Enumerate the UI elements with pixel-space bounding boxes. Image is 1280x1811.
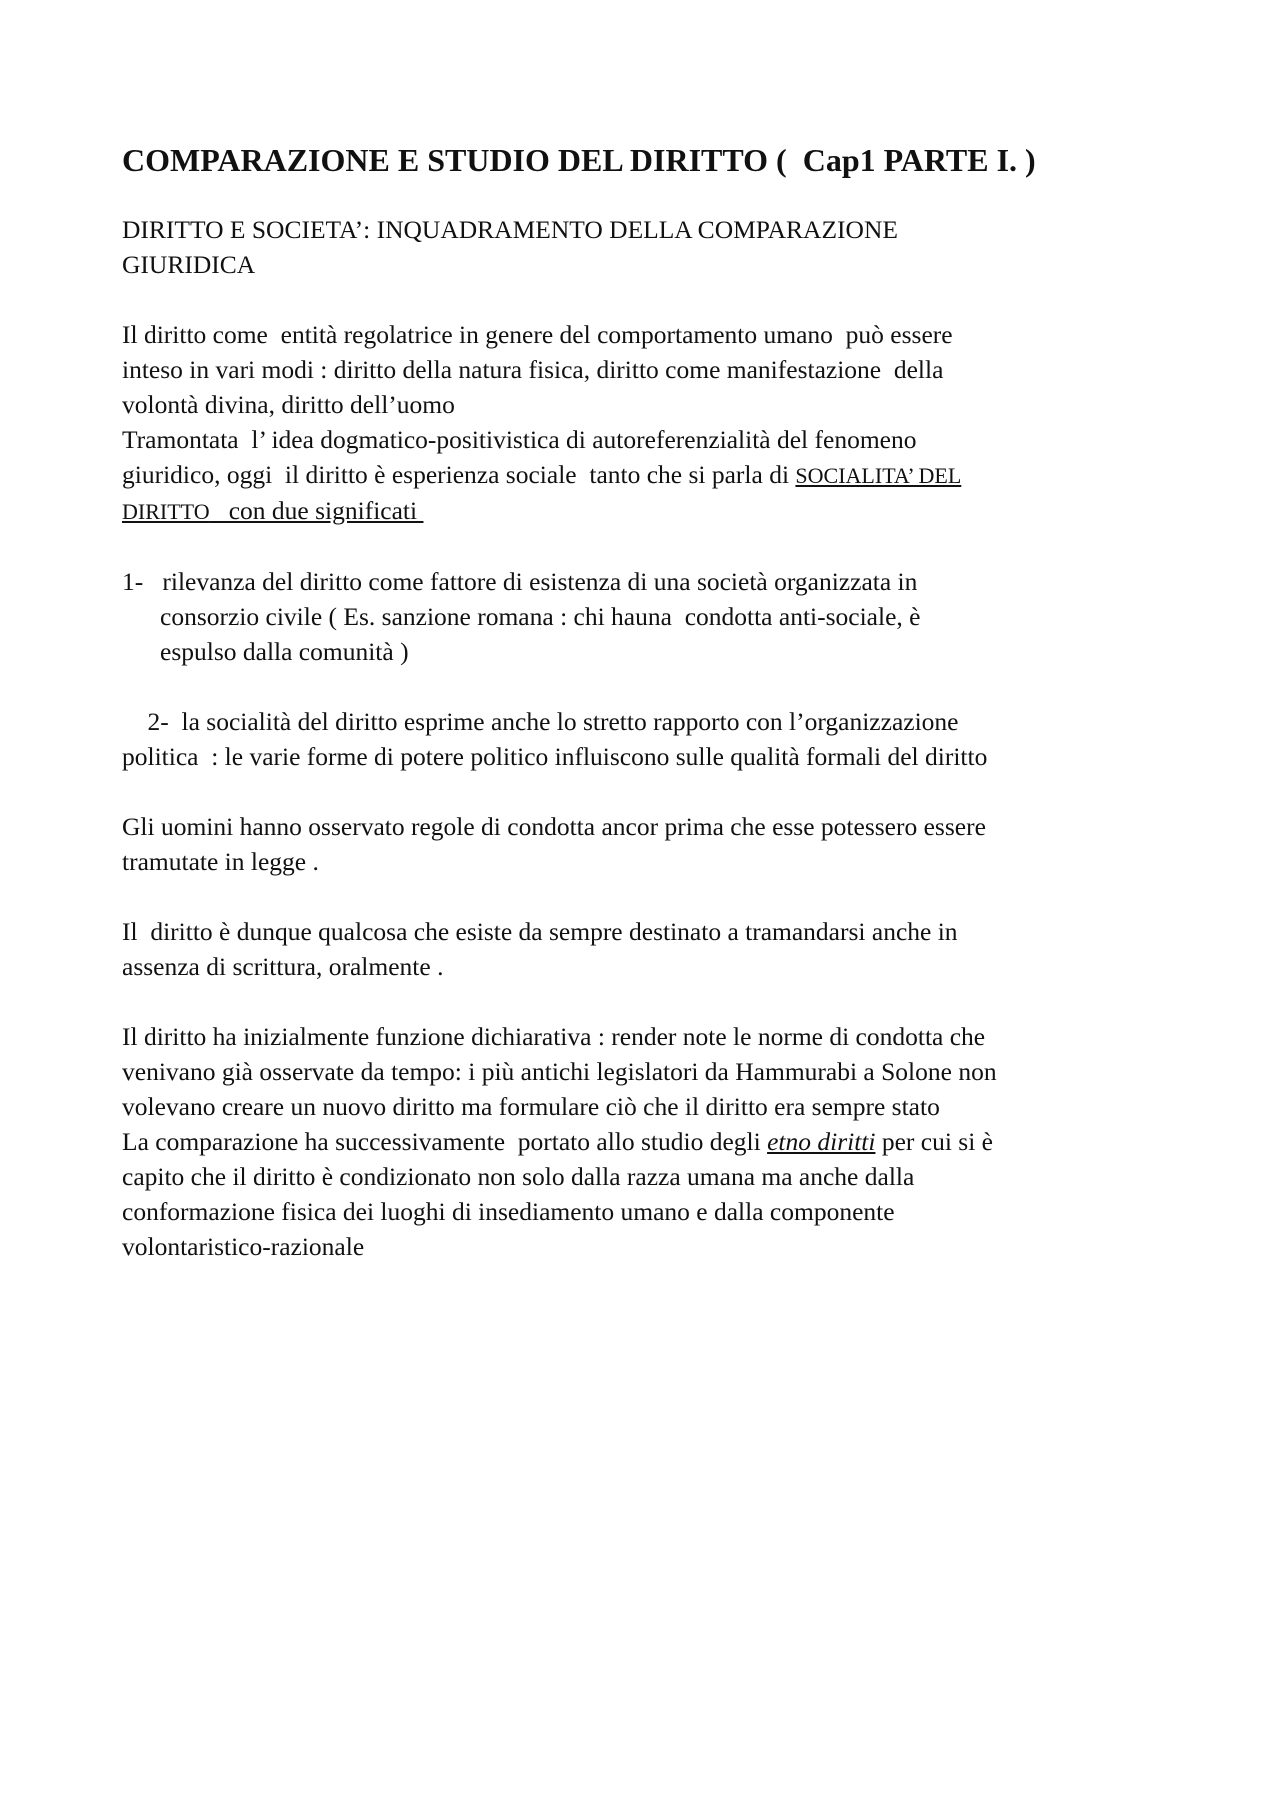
- text-line: assenza di scrittura, oralmente .: [122, 952, 444, 981]
- text-line: Gli uomini hanno osservato regole di condotta ancor prima che esse potessero essere: [122, 812, 986, 841]
- list-item-1: [122, 564, 1172, 669]
- text-line: 2- la socialità del diritto esprime anche lo stretto rapporto con l’organizzazione: [122, 707, 959, 736]
- subtitle-line: GIURIDICA: [122, 250, 256, 279]
- text-line: volontaristico-razionale: [122, 1232, 365, 1261]
- text-line: Tramontata l’ idea dogmatico-positivistica di autoreferenzialità del fenomeno: [122, 425, 917, 454]
- list-item-2: [122, 704, 1172, 774]
- text-line: espulso dalla comunità ): [160, 637, 409, 666]
- paragraph: [122, 1019, 1172, 1264]
- subtitle-line: DIRITTO E SOCIETA’: INQUADRAMENTO DELLA COMPARAZIONE: [122, 215, 898, 244]
- paragraph: [122, 914, 1172, 984]
- paragraph: [122, 809, 1172, 879]
- text-line: capito che il diritto è condizionato non solo dalla razza umana ma anche dalla: [122, 1162, 915, 1191]
- section-subtitle: [122, 212, 1172, 282]
- text-line: [122, 1124, 1172, 1159]
- text-line: volevano creare un nuovo diritto ma formulare ciò che il diritto era sempre stato: [122, 1092, 940, 1121]
- text-line: Il diritto è dunque qualcosa che esiste da sempre destinato a tramandarsi anche in: [122, 917, 958, 946]
- text-line: consorzio civile ( Es. sanzione romana : chi hauna condotta anti-sociale, è: [160, 602, 921, 631]
- text-line: [122, 493, 1172, 529]
- text-segment: per cui si è: [875, 1127, 993, 1156]
- text-line: [122, 457, 1172, 493]
- text-line: 1- rilevanza del diritto come fattore di esistenza di una società organizzata in: [122, 567, 918, 596]
- text-line: Il diritto come entità regolatrice in genere del comportamento umano può essere: [122, 320, 953, 349]
- document-page: [122, 140, 1172, 1264]
- text-line: inteso in vari modi : diritto della natura fisica, diritto come manifestazione della: [122, 355, 944, 384]
- document-title: COMPARAZIONE E STUDIO DEL DIRITTO ( Cap1 PARTE I. ): [122, 142, 1036, 178]
- text-line: conformazione fisica dei luoghi di insediamento umano e dalla componente: [122, 1197, 895, 1226]
- text-segment: La comparazione ha successivamente portato allo studio degli: [122, 1127, 768, 1156]
- paragraph-intro: [122, 317, 1172, 529]
- socialita-term: SOCIALITA’ DEL: [795, 463, 962, 488]
- socialita-term: DIRITTO: [122, 499, 210, 524]
- text-segment: con due significati: [209, 496, 424, 525]
- text-segment: giuridico, oggi il diritto è esperienza sociale tanto che si parla di: [122, 460, 796, 489]
- text-line: volontà divina, diritto dell’uomo: [122, 390, 455, 419]
- text-line: politica : le varie forme di potere politico influiscono sulle qualità formali del diritto: [122, 742, 988, 771]
- text-line: Il diritto ha inizialmente funzione dichiarativa : render note le norme di condotta che: [122, 1022, 986, 1051]
- text-line: tramutate in legge .: [122, 847, 319, 876]
- etno-diritti-term: etno diritti: [767, 1127, 876, 1156]
- text-line: venivano già osservate da tempo: i più antichi legislatori da Hammurabi a Solone non: [122, 1057, 997, 1086]
